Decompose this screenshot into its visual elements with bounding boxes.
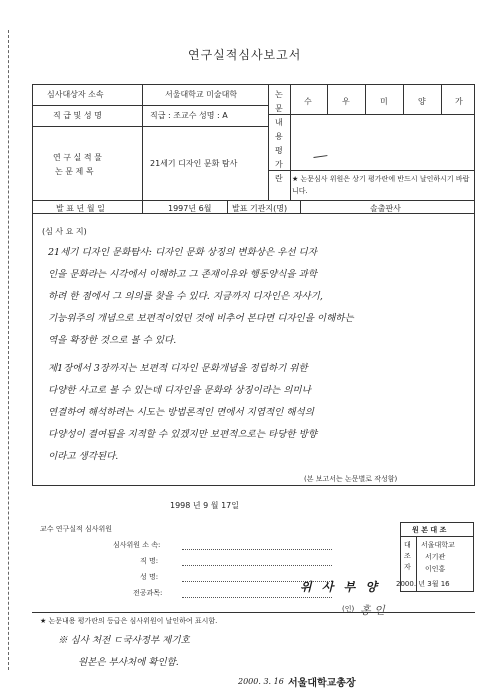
work-title: 21세기 디자인 문화 탐사: [150, 159, 238, 168]
original-side: 대조자: [404, 541, 411, 571]
review-line: 이라고 생각된다.: [48, 451, 119, 462]
rank-name-value: 직급 : 조교수 성명 : A: [150, 111, 228, 120]
original-line-3: 이인홍: [425, 565, 446, 573]
original-line-1: 서울대학교: [421, 541, 455, 549]
grade-yang: 양: [418, 97, 426, 106]
committee-stamp-signature: 위 사 부 양: [300, 580, 380, 594]
eval-side-label: 논문내용평가란: [275, 90, 283, 183]
review-para-2: [48, 358, 317, 468]
target-label: 심사대상자 소속: [47, 90, 104, 99]
handwritten-note-1: ※ 심사 처전 ㄷ국사정부 제기호: [58, 635, 190, 646]
pen-mark: [313, 155, 328, 166]
committee-title: 교수 연구실적 심사위원: [40, 525, 113, 533]
review-para-1: [48, 242, 354, 352]
review-line: 다양성이 결여됨을 지적할 수 있겠지만 보편적으로는 타당한 방향: [48, 429, 317, 440]
footer-note: (본 보고서는 논문별로 작성함): [304, 475, 398, 483]
review-line: 하려 한 점에서 그 의의를 찾을 수 있다. 지금까지 디자인은 자사기,: [48, 291, 323, 302]
member-label: 심사위원 소 속:: [113, 541, 161, 549]
name-label: 성 명:: [140, 573, 159, 581]
grade-u: 우: [342, 97, 350, 106]
review-line: 인을 문화라는 시각에서 이해하고 그 존재이유와 행동양식을 과학: [48, 269, 317, 280]
review-line: 연결하여 해석하려는 시도는 방법론적인 면에서 지엽적인 해석의: [48, 407, 314, 418]
grade-mi: 미: [380, 97, 388, 106]
venue-label: 발표 기관지(명): [232, 204, 288, 213]
review-line: 21세기 디자인 문화탐사: 디자인 문화 상징의 변화상은 우선 디자: [48, 247, 317, 258]
rank-name-label: 직 급 및 성 명: [53, 111, 102, 120]
seal-label: (인): [342, 605, 355, 613]
review-line: 역을 확장한 것으로 볼 수 있다.: [48, 335, 177, 346]
work-label-2: 논 문 제 목: [55, 167, 94, 176]
date-value: 1997년 6월: [168, 204, 212, 213]
handwritten-date: 2000. 3. 16: [238, 677, 284, 686]
review-line: 제1장에서 3장까지는 보편적 디자인 문화개념을 정립하기 위한: [48, 363, 308, 374]
review-line: 다양한 사고로 볼 수 있는데 디자인을 문화와 상징이라는 의미나: [48, 385, 311, 396]
venue-value: 솔출판사: [370, 204, 401, 213]
review-section-label: (심 사 요 지): [42, 227, 87, 236]
seal-signature: 홍 인: [360, 604, 385, 617]
fold-mark: [8, 30, 9, 670]
issuer: 서울대학교총장: [288, 678, 356, 689]
review-line: 기능위주의 개념으로 보편적이었던 것에 비추어 본다면 디자인을 이해하는: [48, 313, 354, 324]
original-header: 원 본 대 조: [412, 526, 447, 534]
report-date: 1998 년 9 월 17일: [170, 501, 239, 510]
target-value: 서울대학교 미술대학: [165, 90, 238, 99]
date-label: 발 표 년 월 일: [56, 204, 105, 213]
footer-star-note: ★ 논문내용 평가란의 등급은 심사위원이 날인하여 표시함.: [40, 617, 218, 625]
rank-label: 직 명:: [140, 557, 159, 565]
work-label-1: 연 구 실 적 물: [53, 153, 102, 162]
major-label: 전공과목:: [133, 589, 163, 597]
grade-su: 수: [304, 97, 312, 106]
handwritten-note-2: 원본은 부사처에 확인함.: [78, 657, 179, 668]
document-title: 연구실적심사보고서: [188, 48, 302, 62]
original-date: 2000. 년 3월 16: [396, 580, 450, 588]
eval-note: ★ 논문심사 위원은 상기 평가란에 반드시 날인하시기 바랍니다.: [292, 175, 470, 195]
grade-ga: 가: [455, 97, 463, 106]
original-line-2: 서기관: [425, 553, 446, 561]
